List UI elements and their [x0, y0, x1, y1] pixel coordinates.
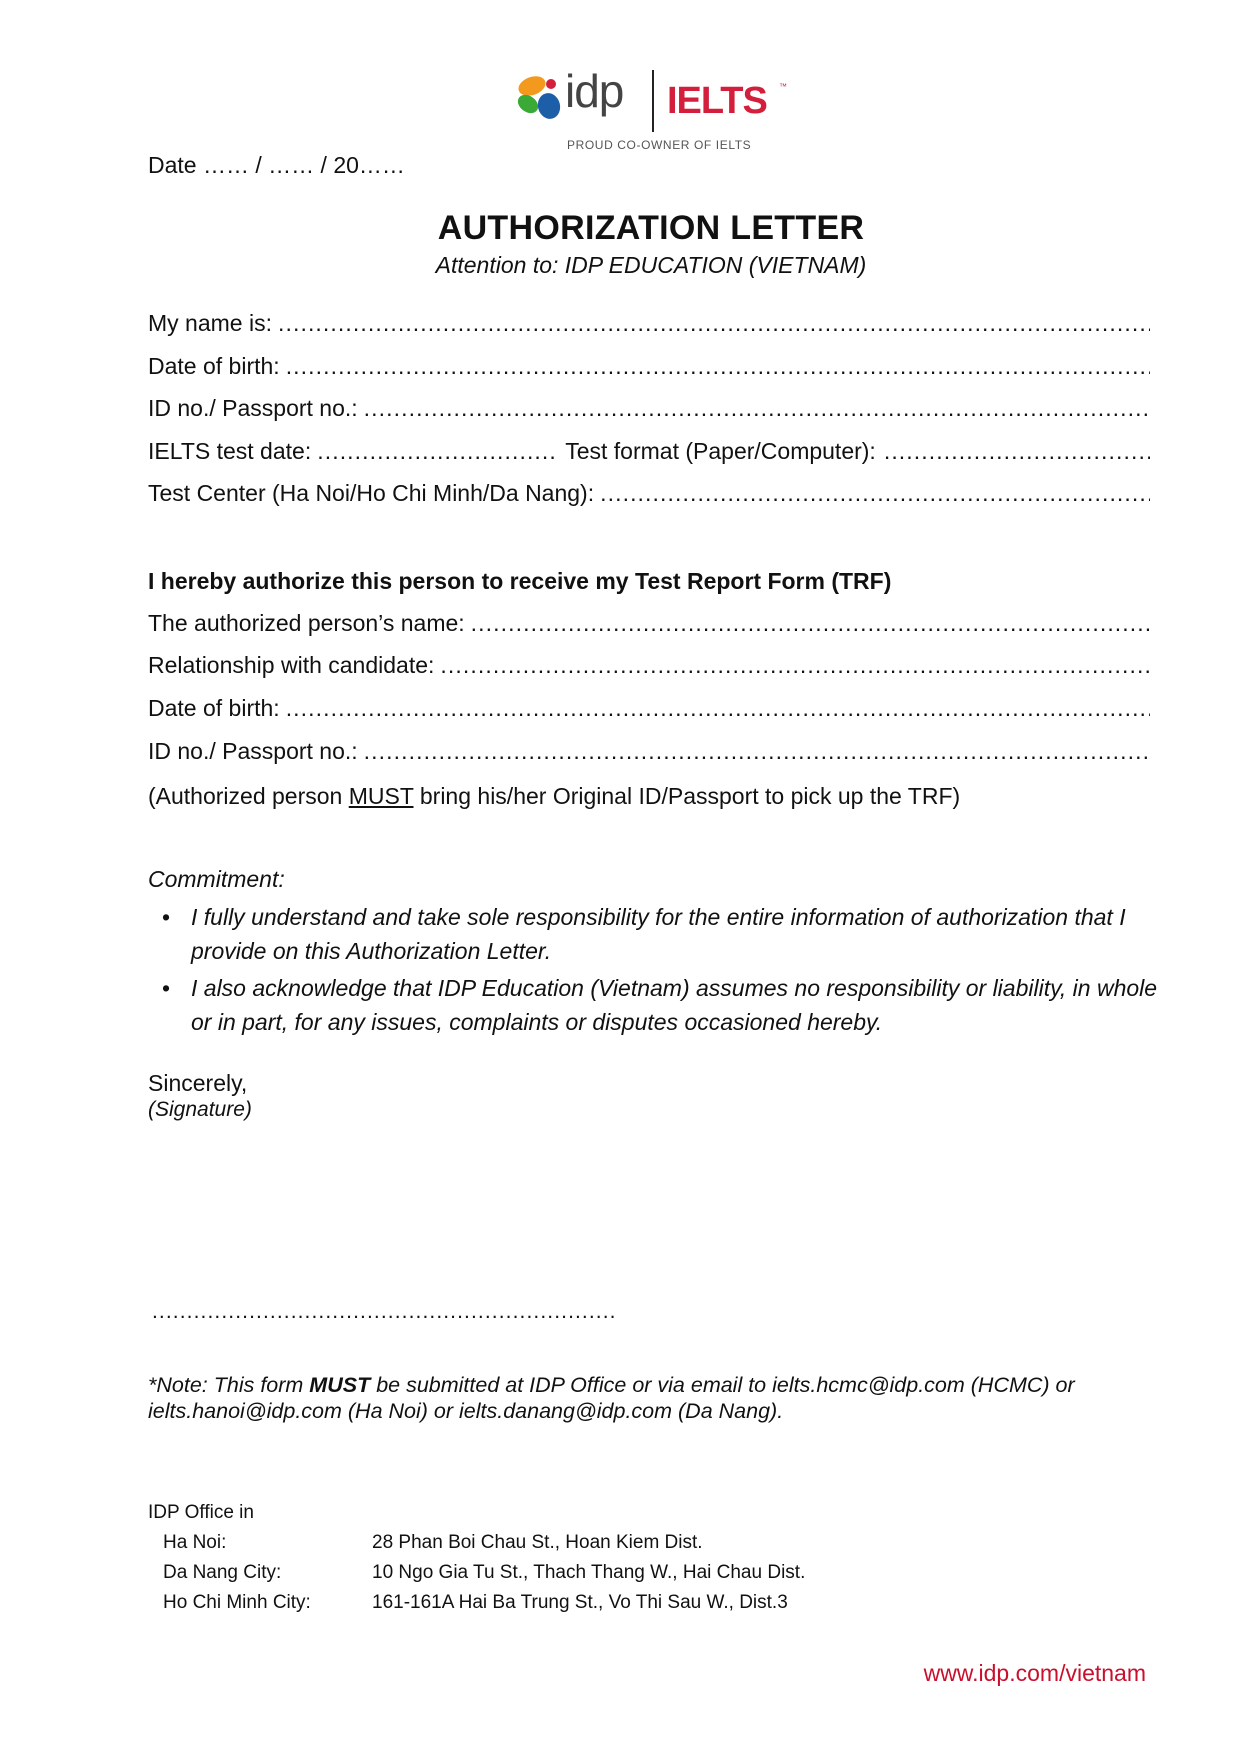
submission-note [148, 1372, 1158, 1424]
ielts-wordmark: IELTS [667, 80, 767, 122]
relationship-field [148, 652, 1150, 682]
candidate-dob-label: Date of birth: [148, 353, 280, 379]
pickup-note [148, 783, 960, 810]
fill-in-line [884, 438, 1150, 465]
authorized-id-label: ID no./ Passport no.: [148, 738, 358, 764]
bullet-icon: • [162, 975, 171, 1001]
pickup-note-text: bring his/her Original ID/Passport to pick up the TRF) [413, 783, 961, 809]
fill-in-line [364, 395, 1150, 422]
office-address-hcmc: 161-161A Hai Ba Trung St., Vo Thi Sau W., Dist.3 [372, 1592, 788, 1613]
fill-in-line [364, 738, 1150, 765]
test-date-label: IELTS test date: [148, 438, 312, 464]
document-title: AUTHORIZATION LETTER [437, 209, 865, 247]
trademark-symbol: ™ [779, 82, 787, 91]
authorize-heading: I hereby authorize this person to receive my Test Report Form (TRF) [148, 568, 892, 594]
commitment-heading: Commitment: [148, 866, 285, 892]
test-date-format-field [148, 438, 1150, 468]
office-address-hanoi: 28 Phan Boi Chau St., Hoan Kiem Dist. [372, 1532, 703, 1553]
authorized-dob-label: Date of birth: [148, 695, 280, 721]
office-city-hcmc: Ho Chi Minh City: [163, 1592, 311, 1613]
commitment-text: I also acknowledge that IDP Education (Vietnam) assumes no responsibility or liability, in whole or in part, for any issues, complaints or disputes occasioned hereby. [191, 975, 1158, 1035]
fill-in-line [600, 480, 1150, 507]
list-item [148, 900, 1158, 968]
fill-in-line [286, 695, 1150, 722]
relationship-label: Relationship with candidate: [148, 652, 435, 678]
office-address-danang: 10 Ngo Gia Tu St., Thach Thang W., Hai Chau Dist. [372, 1562, 806, 1583]
candidate-name-field [148, 310, 1150, 340]
idp-leaf-icon [515, 72, 563, 122]
idp-wordmark: idp [565, 65, 624, 117]
candidate-id-label: ID no./ Passport no.: [148, 395, 358, 421]
authorized-id-field [148, 738, 1150, 768]
authorized-dob-field [148, 695, 1150, 725]
fill-in-line [317, 438, 555, 465]
fill-in-line [278, 310, 1150, 337]
test-center-label: Test Center (Ha Noi/Ho Chi Minh/Da Nang): [148, 480, 595, 506]
office-city-hanoi: Ha Noi: [163, 1532, 227, 1553]
test-format-label: Test format (Paper/Computer): [565, 438, 876, 464]
fill-in-line [440, 652, 1150, 679]
note-text: be submitted at IDP Office or via email to ielts.hcmc@idp.com (HCMC) or ielts.hanoi@idp.com (Ha Noi) or ielts.danang@idp.com (Da Nang). [148, 1373, 1075, 1423]
fill-in-line [471, 610, 1150, 637]
signature-line: ................................................................... [152, 1300, 617, 1323]
website-link[interactable]: www.idp.com/vietnam [923, 1660, 1146, 1686]
fill-in-line [286, 353, 1150, 380]
office-city-danang: Da Nang City: [163, 1562, 282, 1583]
candidate-dob-field [148, 353, 1150, 383]
test-center-field [148, 480, 1150, 510]
authorized-name-field [148, 610, 1150, 640]
office-heading: IDP Office in [148, 1502, 254, 1523]
closing: Sincerely, [148, 1070, 248, 1096]
bullet-icon: • [162, 904, 171, 930]
pickup-note-emphasis: MUST [348, 783, 414, 809]
pickup-note-text: (Authorized person [148, 783, 349, 809]
document-subtitle: Attention to: IDP EDUCATION (VIETNAM) [435, 252, 867, 278]
list-item [148, 971, 1158, 1039]
logo-tagline: PROUD CO-OWNER OF IELTS [567, 138, 752, 152]
note-emphasis: MUST [309, 1373, 371, 1397]
signature-label: (Signature) [148, 1098, 252, 1121]
candidate-name-label: My name is: [148, 310, 272, 336]
idp-ielts-logo [515, 65, 795, 155]
authorized-name-label: The authorized person’s name: [148, 610, 465, 636]
commitment-list [148, 900, 1158, 1042]
logo-divider [652, 70, 654, 132]
commitment-text: I fully understand and take sole responsibility for the entire information of authorization that I provide on this Authorization Letter. [191, 904, 1126, 964]
note-text: *Note: This form [148, 1373, 310, 1397]
candidate-id-field [148, 395, 1150, 425]
date-field: Date …… / …… / 20…… [148, 152, 405, 178]
